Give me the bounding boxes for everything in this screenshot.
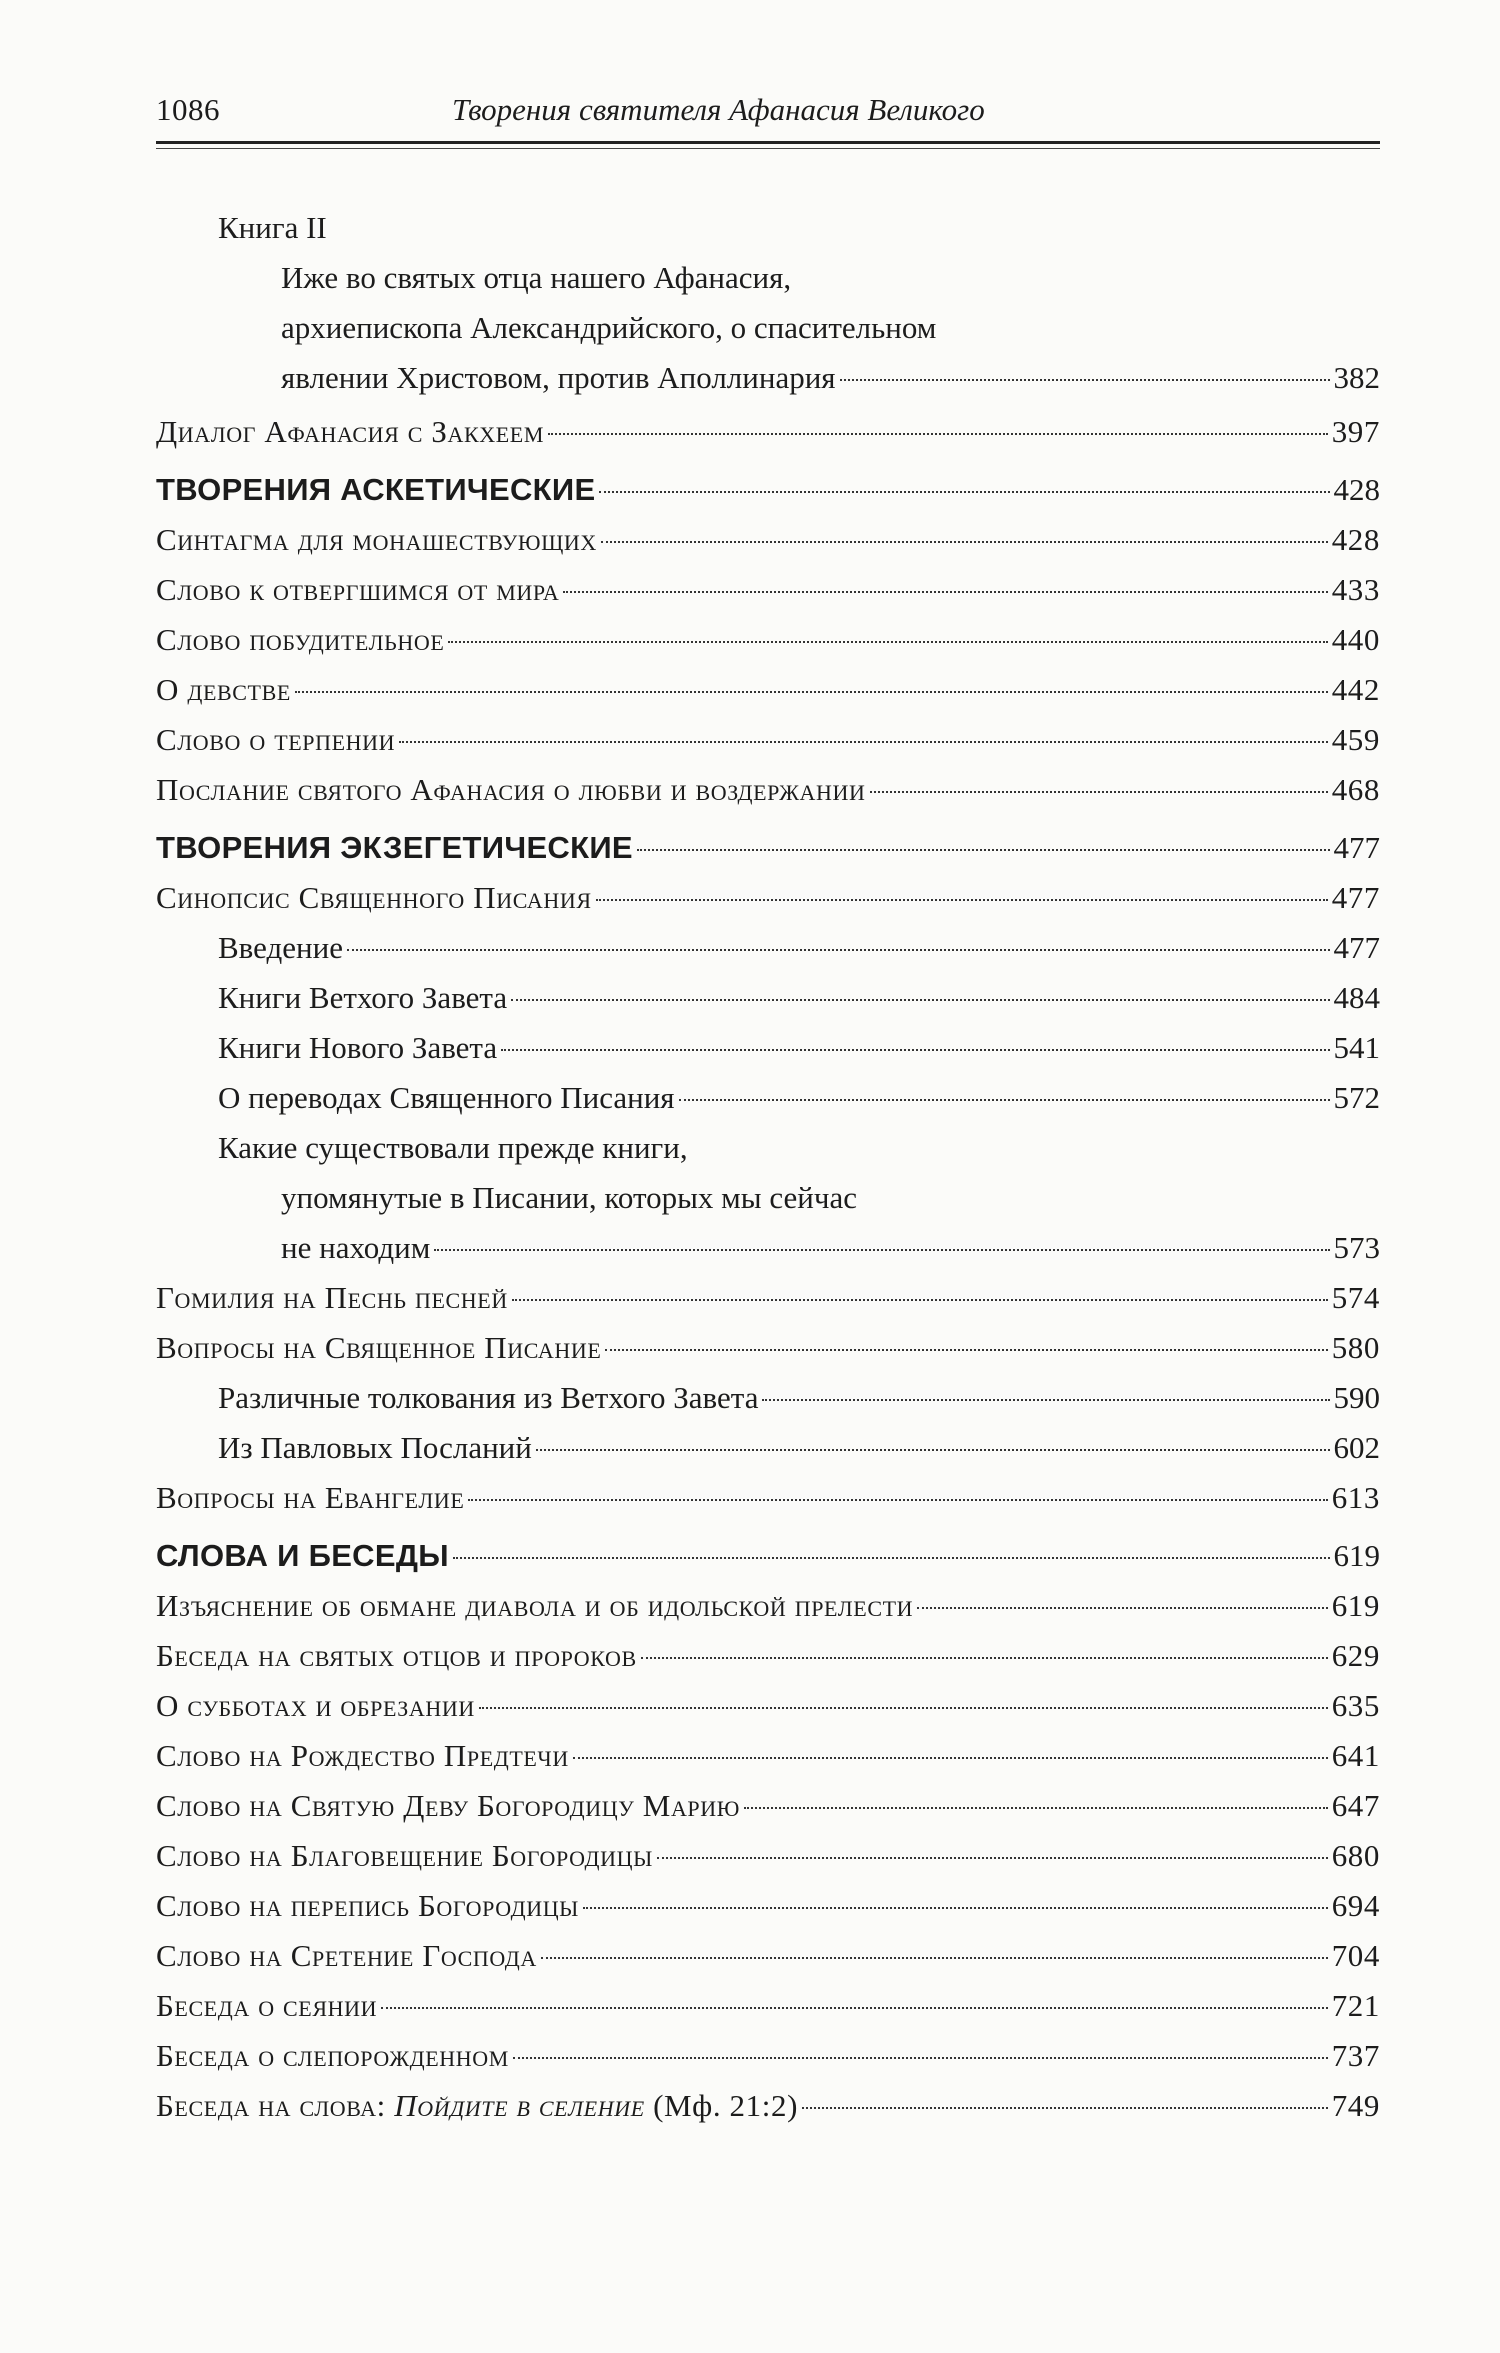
toc-leader-dots: [744, 1807, 1328, 1809]
toc-section-page: 477: [1333, 830, 1380, 865]
toc-entry-title-italic: Пойдите в селение: [394, 2088, 645, 2123]
toc-section-title: ТВОРЕНИЯ ЭКЗЕГЕТИЧЕСКИЕ: [156, 830, 633, 865]
toc-entry-title: Книги Нового Завета: [218, 1030, 498, 1065]
toc-entry-page: 440: [1331, 622, 1380, 657]
toc-entry[interactable]: [156, 1631, 1380, 1681]
toc-entry-title: О девстве: [156, 672, 291, 707]
toc-lost-books-line2: [156, 1173, 1380, 1223]
toc-entry-title: Синопсис Священного Писания: [156, 880, 592, 915]
toc-entry-page: 694: [1331, 1888, 1380, 1923]
toc-section-title: ТВОРЕНИЯ АСКЕТИЧЕСКИЕ: [156, 472, 596, 507]
toc-entry-page: 442: [1331, 672, 1380, 707]
toc-entry[interactable]: [156, 515, 1380, 565]
toc-leader-dots: [840, 379, 1330, 381]
toc-entry-page: 629: [1331, 1638, 1380, 1673]
toc-entry-page: 647: [1331, 1788, 1380, 1823]
toc-leader-dots: [596, 899, 1328, 901]
toc-entry-title-suffix: (Мф. 21:2): [644, 2088, 798, 2123]
toc-entry-page: 477: [1331, 880, 1380, 915]
toc-entry[interactable]: [156, 353, 1380, 403]
toc-entry-page: 477: [1333, 930, 1380, 965]
toc-entry[interactable]: [156, 2081, 1380, 2131]
toc-entry[interactable]: [156, 765, 1380, 815]
toc-entry-page: 721: [1331, 1988, 1380, 2023]
toc-leader-dots: [468, 1499, 1327, 1501]
toc-leader-dots: [513, 2057, 1328, 2059]
toc-entry[interactable]: [156, 1373, 1380, 1423]
toc-entry[interactable]: [156, 1073, 1380, 1123]
toc-leader-dots: [295, 691, 1328, 693]
toc-leader-dots: [548, 433, 1328, 435]
toc-entry-page: 602: [1333, 1430, 1380, 1465]
toc-entry[interactable]: [156, 1931, 1380, 1981]
toc-leader-dots: [605, 1349, 1327, 1351]
toc-entry-page: 737: [1331, 2038, 1380, 2073]
toc-entry-page: 484: [1333, 980, 1380, 1015]
toc-entry-title: Введение: [218, 930, 343, 965]
toc-entry-title: Синтагма для монашествующих: [156, 522, 597, 557]
toc-entry[interactable]: [156, 873, 1380, 923]
toc-entry-title: Из Павловых Посланий: [218, 1430, 532, 1465]
page-number: 1086: [156, 92, 220, 127]
toc-leader-dots: [512, 1299, 1328, 1301]
toc-book2-label: [156, 203, 1380, 253]
toc-entry-title: Послание святого Афанасия о любви и воздержании: [156, 772, 866, 807]
toc-section-page: 619: [1333, 1538, 1380, 1573]
toc-entry-page: 680: [1331, 1838, 1380, 1873]
toc-leader-dots: [563, 591, 1327, 593]
toc-section-page: 428: [1333, 472, 1380, 507]
toc-lost-books-line1: [156, 1123, 1380, 1173]
toc-entry[interactable]: [156, 2031, 1380, 2081]
toc-section-sermons[interactable]: [156, 1531, 1380, 1581]
toc-entry-title: Диалог Афанасия с Закхеем: [156, 414, 544, 449]
toc-lost-books-line2-text: упомянутые в Писании, которых мы сейчас: [281, 1180, 857, 1215]
toc-leader-dots: [802, 2107, 1328, 2109]
toc-entry-page: 635: [1331, 1688, 1380, 1723]
toc-entry-page: 574: [1331, 1280, 1380, 1315]
toc-entry-title-prefix: Беседа на слова:: [156, 2088, 395, 2123]
toc-entry-title: явлении Христовом, против Аполлинария: [281, 360, 836, 395]
toc-entry-page: 613: [1331, 1480, 1380, 1515]
toc-entry-title: Слово на перепись Богородицы: [156, 1888, 579, 1923]
toc-leader-dots: [637, 849, 1330, 851]
toc-entry-page: 541: [1333, 1030, 1380, 1065]
toc-entry-title: Слово к отвергшимся от мира: [156, 572, 560, 607]
toc-entry-page: 459: [1331, 722, 1380, 757]
toc-entry-page: 619: [1331, 1588, 1380, 1623]
toc-leader-dots: [501, 1049, 1329, 1051]
toc-entry[interactable]: [156, 407, 1380, 457]
toc-entry-title: Беседа о сеянии: [156, 1988, 378, 2023]
toc-leader-dots: [641, 1657, 1328, 1659]
toc-entry[interactable]: [156, 923, 1380, 973]
toc-leader-dots: [479, 1707, 1328, 1709]
toc-leader-dots: [599, 491, 1329, 493]
toc-entry[interactable]: [156, 1023, 1380, 1073]
toc-lost-books-line1-text: Какие существовали прежде книги,: [218, 1130, 688, 1165]
toc-entry-page: 433: [1331, 572, 1380, 607]
toc-entry[interactable]: [156, 1223, 1380, 1273]
toc-entry-title: Слово на Святую Деву Богородицу Марию: [156, 1788, 740, 1823]
toc-entry-page: 749: [1331, 2088, 1380, 2123]
toc-entry-title: Беседа на святых отцов и пророков: [156, 1638, 637, 1673]
toc-entry[interactable]: [156, 615, 1380, 665]
header-rule-thin: [156, 148, 1380, 149]
toc-entry[interactable]: [156, 1423, 1380, 1473]
toc-book2-title-line1: [156, 253, 1380, 303]
toc-entry-title: Слово побудительное: [156, 622, 445, 657]
toc-leader-dots: [511, 999, 1329, 1001]
toc-section-title: СЛОВА И БЕСЕДЫ: [156, 1538, 449, 1573]
toc-entry-title: О субботах и обрезании: [156, 1688, 475, 1723]
running-title: Творения святителя Афанасия Великого: [452, 92, 985, 127]
toc-entry[interactable]: [156, 665, 1380, 715]
toc-entry-page: 468: [1331, 772, 1380, 807]
toc-entry-title: Слово на Благовещение Богородицы: [156, 1838, 653, 1873]
toc-entry-page: 572: [1333, 1080, 1380, 1115]
toc-entry-title: Изъяснение об обмане диавола и об идольской прелести: [156, 1588, 914, 1623]
toc-entry[interactable]: [156, 1881, 1380, 1931]
toc-leader-dots: [917, 1607, 1328, 1609]
toc-entry[interactable]: [156, 1981, 1380, 2031]
toc-leader-dots: [870, 791, 1328, 793]
toc-leader-dots: [657, 1857, 1328, 1859]
toc-entry[interactable]: [156, 1681, 1380, 1731]
toc-entry-page: 428: [1331, 522, 1380, 557]
toc-entry-page: 382: [1333, 360, 1380, 395]
toc-book2-title-line1-text: Иже во святых отца нашего Афанасия,: [281, 260, 792, 295]
toc-entry-title: не находим: [281, 1230, 431, 1265]
toc-entry[interactable]: [156, 1473, 1380, 1523]
toc-entry-page: 573: [1333, 1230, 1380, 1265]
toc-leader-dots: [583, 1907, 1328, 1909]
toc-section-ascetic[interactable]: [156, 465, 1380, 515]
toc-entry-title: Гомилия на Песнь песней: [156, 1280, 508, 1315]
toc-entry-title: Вопросы на Священное Писание: [156, 1330, 602, 1365]
toc-leader-dots: [434, 1249, 1329, 1251]
toc-entry[interactable]: [156, 1731, 1380, 1781]
toc-leader-dots: [762, 1399, 1329, 1401]
toc-leader-dots: [399, 741, 1328, 743]
toc-book2-label-text: Книга II: [218, 210, 327, 245]
toc-entry-title: Вопросы на Евангелие: [156, 1480, 465, 1515]
page-header: [156, 86, 1380, 140]
header-rule: [156, 141, 1380, 144]
toc-entry-title: О переводах Священного Писания: [218, 1080, 675, 1115]
toc-leader-dots: [453, 1557, 1330, 1559]
toc-entry-page: 397: [1331, 414, 1380, 449]
toc-leader-dots: [541, 1957, 1328, 1959]
toc-entry[interactable]: [156, 1273, 1380, 1323]
toc-entry-title: Слово на Рождество Предтечи: [156, 1738, 569, 1773]
toc-entry[interactable]: [156, 1581, 1380, 1631]
toc-entry-page: 590: [1333, 1380, 1380, 1415]
toc-entry[interactable]: [156, 565, 1380, 615]
toc-book2-title-line2-text: архиепископа Александрийского, о спасительном: [281, 310, 937, 345]
toc-entry[interactable]: [156, 715, 1380, 765]
toc-leader-dots: [448, 641, 1327, 643]
toc-entry-page: 641: [1331, 1738, 1380, 1773]
toc-leader-dots: [347, 949, 1330, 951]
toc-leader-dots: [573, 1757, 1328, 1759]
toc-entry-title: Слово о терпении: [156, 722, 396, 757]
table-of-contents: [156, 203, 1380, 2131]
toc-entry-page: 580: [1331, 1330, 1380, 1365]
toc-leader-dots: [601, 541, 1328, 543]
toc-entry[interactable]: [156, 1781, 1380, 1831]
toc-entry-title: [156, 2081, 798, 2131]
toc-book2-title-line2: [156, 303, 1380, 353]
toc-entry-title: Беседа о слепорожденном: [156, 2038, 509, 2073]
toc-entry-page: 704: [1331, 1938, 1380, 1973]
toc-entry-title: Слово на Сретение Господа: [156, 1938, 537, 1973]
toc-entry-title: Книги Ветхого Завета: [218, 980, 508, 1015]
toc-leader-dots: [536, 1449, 1330, 1451]
toc-leader-dots: [679, 1099, 1330, 1101]
toc-entry[interactable]: [156, 973, 1380, 1023]
toc-section-exegetic[interactable]: [156, 823, 1380, 873]
toc-leader-dots: [381, 2007, 1328, 2009]
toc-entry[interactable]: [156, 1831, 1380, 1881]
toc-entry[interactable]: [156, 1323, 1380, 1373]
toc-entry-title: Различные толкования из Ветхого Завета: [218, 1380, 759, 1415]
